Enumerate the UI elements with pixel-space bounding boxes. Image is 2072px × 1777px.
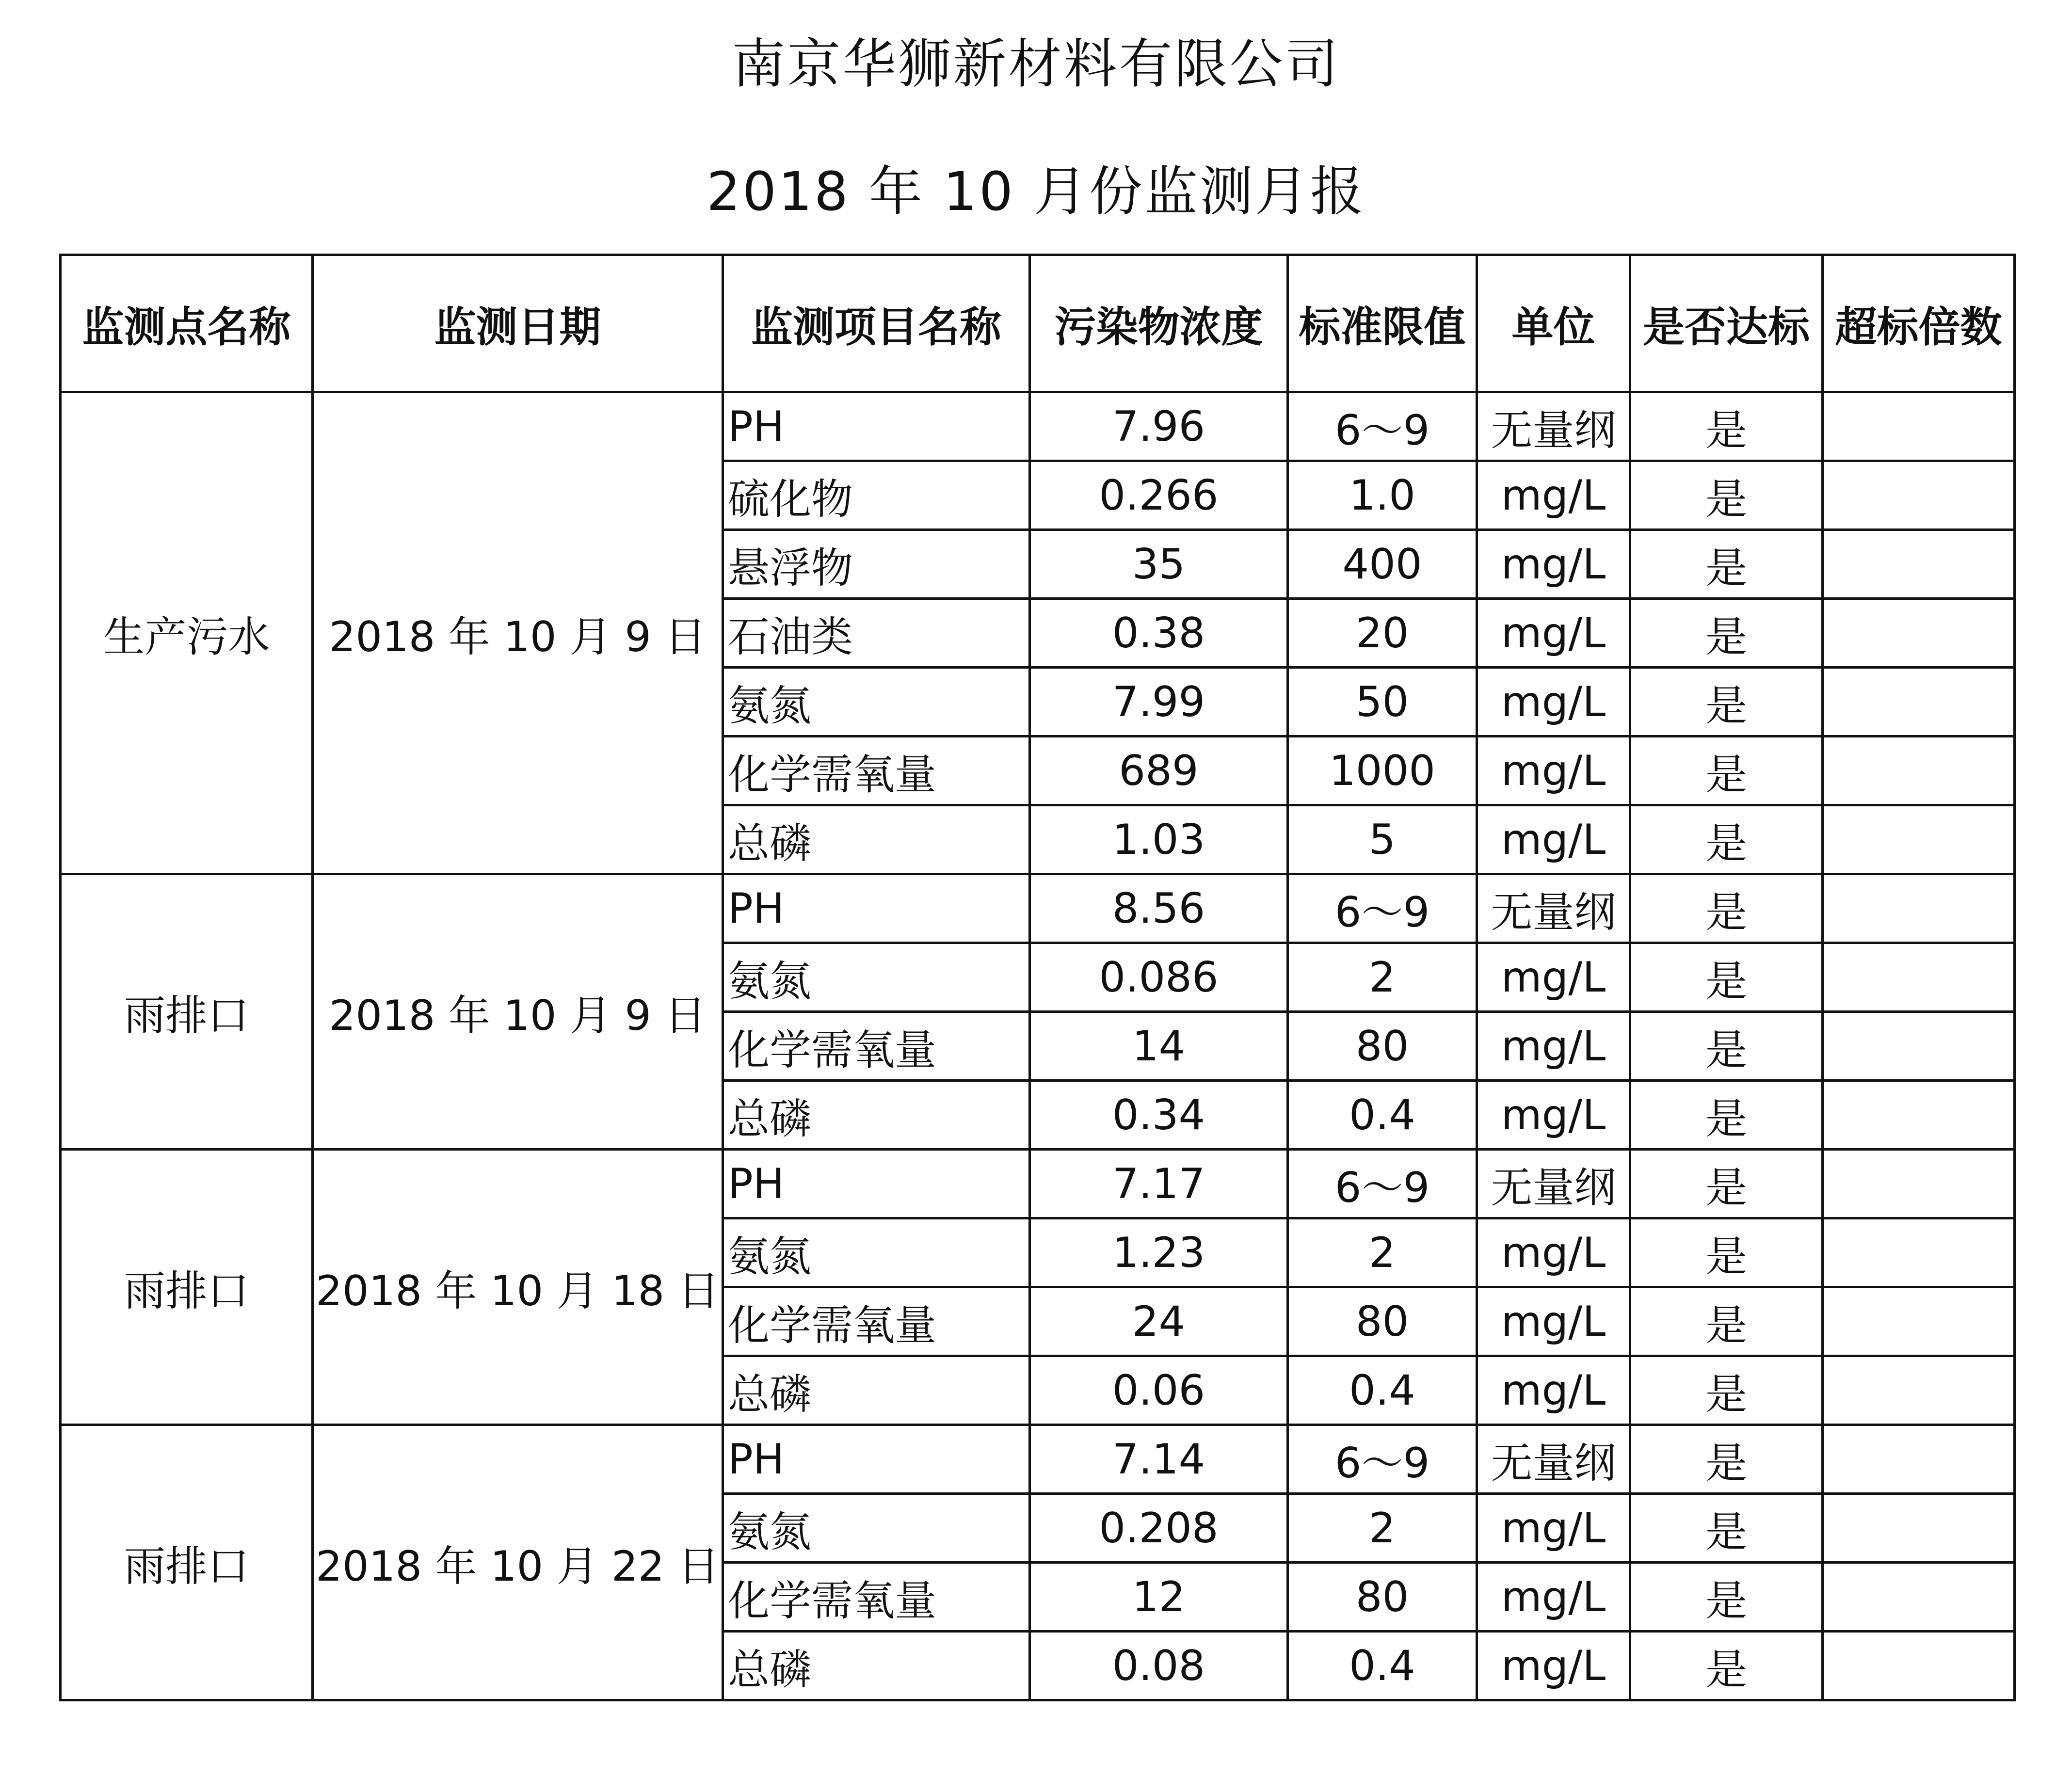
limit-cell: 5 bbox=[1288, 805, 1477, 874]
item-cell: 化学需氧量 bbox=[723, 736, 1030, 805]
site-name-cell: 雨排口 bbox=[61, 1425, 313, 1700]
item-cell: PH bbox=[723, 392, 1030, 461]
concentration-cell: 0.34 bbox=[1030, 1081, 1288, 1150]
exceed-cell bbox=[1823, 1150, 2015, 1218]
item-cell: 总磷 bbox=[723, 1632, 1030, 1700]
item-cell: 氨氮 bbox=[723, 943, 1030, 1012]
unit-cell: mg/L bbox=[1477, 1632, 1630, 1700]
unit-cell: mg/L bbox=[1477, 1494, 1630, 1563]
concentration-cell: 0.266 bbox=[1030, 461, 1288, 530]
limit-cell: 1000 bbox=[1288, 736, 1477, 805]
table-row bbox=[61, 874, 2015, 943]
compliant-cell: 是 bbox=[1630, 1632, 1823, 1700]
table-row bbox=[61, 1150, 2015, 1218]
compliant-cell: 是 bbox=[1630, 599, 1823, 668]
concentration-cell: 7.17 bbox=[1030, 1150, 1288, 1218]
exceed-cell bbox=[1823, 1494, 2015, 1563]
unit-cell: mg/L bbox=[1477, 668, 1630, 736]
date-cell: 2018 年 10 月 9 日 bbox=[313, 392, 723, 874]
date-cell: 2018 年 10 月 18 日 bbox=[313, 1150, 723, 1425]
item-cell: 氨氮 bbox=[723, 668, 1030, 736]
concentration-cell: 24 bbox=[1030, 1287, 1288, 1356]
header-item: 监测项目名称 bbox=[723, 255, 1030, 392]
compliant-cell: 是 bbox=[1630, 1563, 1823, 1632]
limit-cell: 80 bbox=[1288, 1563, 1477, 1632]
exceed-cell bbox=[1823, 874, 2015, 943]
concentration-cell: 7.96 bbox=[1030, 392, 1288, 461]
unit-cell: mg/L bbox=[1477, 1081, 1630, 1150]
compliant-cell: 是 bbox=[1630, 530, 1823, 599]
compliant-cell: 是 bbox=[1630, 943, 1823, 1012]
compliant-cell: 是 bbox=[1630, 736, 1823, 805]
unit-cell: mg/L bbox=[1477, 1287, 1630, 1356]
item-cell: 氨氮 bbox=[723, 1218, 1030, 1287]
item-cell: 总磷 bbox=[723, 1081, 1030, 1150]
item-cell: 总磷 bbox=[723, 1356, 1030, 1425]
item-cell: 化学需氧量 bbox=[723, 1287, 1030, 1356]
concentration-cell: 689 bbox=[1030, 736, 1288, 805]
limit-cell: 50 bbox=[1288, 668, 1477, 736]
limit-cell: 6～9 bbox=[1288, 392, 1477, 461]
unit-cell: mg/L bbox=[1477, 1356, 1630, 1425]
item-cell: 总磷 bbox=[723, 805, 1030, 874]
exceed-cell bbox=[1823, 392, 2015, 461]
limit-cell: 0.4 bbox=[1288, 1356, 1477, 1425]
header-row bbox=[61, 255, 2015, 392]
limit-cell: 2 bbox=[1288, 1218, 1477, 1287]
limit-cell: 1.0 bbox=[1288, 461, 1477, 530]
concentration-cell: 35 bbox=[1030, 530, 1288, 599]
company-title: 南京华狮新材料有限公司 bbox=[732, 33, 1340, 95]
compliant-cell: 是 bbox=[1630, 1012, 1823, 1081]
compliant-cell: 是 bbox=[1630, 1287, 1823, 1356]
unit-cell: mg/L bbox=[1477, 461, 1630, 530]
compliant-cell: 是 bbox=[1630, 1081, 1823, 1150]
concentration-cell: 12 bbox=[1030, 1563, 1288, 1632]
header-concentration: 污染物浓度 bbox=[1030, 255, 1288, 392]
exceed-cell bbox=[1823, 1356, 2015, 1425]
concentration-cell: 7.14 bbox=[1030, 1425, 1288, 1494]
table-row bbox=[61, 1425, 2015, 1494]
exceed-cell bbox=[1823, 943, 2015, 1012]
item-cell: 化学需氧量 bbox=[723, 1563, 1030, 1632]
monitoring-table bbox=[59, 254, 2016, 1701]
item-cell: 石油类 bbox=[723, 599, 1030, 668]
header-limit: 标准限值 bbox=[1288, 255, 1477, 392]
unit-cell: mg/L bbox=[1477, 530, 1630, 599]
date-cell: 2018 年 10 月 9 日 bbox=[313, 874, 723, 1150]
compliant-cell: 是 bbox=[1630, 1494, 1823, 1563]
exceed-cell bbox=[1823, 1012, 2015, 1081]
limit-cell: 6～9 bbox=[1288, 874, 1477, 943]
limit-cell: 80 bbox=[1288, 1012, 1477, 1081]
concentration-cell: 1.23 bbox=[1030, 1218, 1288, 1287]
exceed-cell bbox=[1823, 461, 2015, 530]
exceed-cell bbox=[1823, 1218, 2015, 1287]
exceed-cell bbox=[1823, 1632, 2015, 1700]
limit-cell: 400 bbox=[1288, 530, 1477, 599]
compliant-cell: 是 bbox=[1630, 668, 1823, 736]
exceed-cell bbox=[1823, 668, 2015, 736]
item-cell: 氨氮 bbox=[723, 1494, 1030, 1563]
report-title: 2018 年 10 月份监测月报 bbox=[707, 160, 1365, 223]
exceed-cell bbox=[1823, 805, 2015, 874]
unit-cell: mg/L bbox=[1477, 943, 1630, 1012]
limit-cell: 0.4 bbox=[1288, 1081, 1477, 1150]
unit-cell: 无量纲 bbox=[1477, 1425, 1630, 1494]
compliant-cell: 是 bbox=[1630, 805, 1823, 874]
compliant-cell: 是 bbox=[1630, 1356, 1823, 1425]
site-name-cell: 雨排口 bbox=[61, 874, 313, 1150]
limit-cell: 0.4 bbox=[1288, 1632, 1477, 1700]
limit-cell: 6～9 bbox=[1288, 1150, 1477, 1218]
concentration-cell: 0.08 bbox=[1030, 1632, 1288, 1700]
unit-cell: mg/L bbox=[1477, 599, 1630, 668]
exceed-cell bbox=[1823, 530, 2015, 599]
compliant-cell: 是 bbox=[1630, 1425, 1823, 1494]
exceed-cell bbox=[1823, 1081, 2015, 1150]
site-name-cell: 生产污水 bbox=[61, 392, 313, 874]
site-name-cell: 雨排口 bbox=[61, 1150, 313, 1425]
header-site: 监测点名称 bbox=[61, 255, 313, 392]
unit-cell: mg/L bbox=[1477, 1218, 1630, 1287]
unit-cell: mg/L bbox=[1477, 1563, 1630, 1632]
concentration-cell: 0.086 bbox=[1030, 943, 1288, 1012]
header-compliant: 是否达标 bbox=[1630, 255, 1823, 392]
concentration-cell: 1.03 bbox=[1030, 805, 1288, 874]
item-cell: PH bbox=[723, 874, 1030, 943]
header-date: 监测日期 bbox=[313, 255, 723, 392]
limit-cell: 2 bbox=[1288, 943, 1477, 1012]
concentration-cell: 0.06 bbox=[1030, 1356, 1288, 1425]
compliant-cell: 是 bbox=[1630, 874, 1823, 943]
compliant-cell: 是 bbox=[1630, 1218, 1823, 1287]
date-cell: 2018 年 10 月 22 日 bbox=[313, 1425, 723, 1700]
item-cell: 硫化物 bbox=[723, 461, 1030, 530]
concentration-cell: 0.38 bbox=[1030, 599, 1288, 668]
compliant-cell: 是 bbox=[1630, 1150, 1823, 1218]
item-cell: PH bbox=[723, 1425, 1030, 1494]
unit-cell: mg/L bbox=[1477, 736, 1630, 805]
header-unit: 单位 bbox=[1477, 255, 1630, 392]
limit-cell: 20 bbox=[1288, 599, 1477, 668]
unit-cell: 无量纲 bbox=[1477, 392, 1630, 461]
limit-cell: 80 bbox=[1288, 1287, 1477, 1356]
concentration-cell: 0.208 bbox=[1030, 1494, 1288, 1563]
limit-cell: 2 bbox=[1288, 1494, 1477, 1563]
item-cell: PH bbox=[723, 1150, 1030, 1218]
unit-cell: 无量纲 bbox=[1477, 874, 1630, 943]
unit-cell: mg/L bbox=[1477, 805, 1630, 874]
unit-cell: mg/L bbox=[1477, 1012, 1630, 1081]
header-exceed: 超标倍数 bbox=[1823, 255, 2015, 392]
concentration-cell: 7.99 bbox=[1030, 668, 1288, 736]
limit-cell: 6～9 bbox=[1288, 1425, 1477, 1494]
item-cell: 化学需氧量 bbox=[723, 1012, 1030, 1081]
exceed-cell bbox=[1823, 1287, 2015, 1356]
compliant-cell: 是 bbox=[1630, 392, 1823, 461]
concentration-cell: 14 bbox=[1030, 1012, 1288, 1081]
table-row bbox=[61, 392, 2015, 461]
exceed-cell bbox=[1823, 599, 2015, 668]
exceed-cell bbox=[1823, 1425, 2015, 1494]
exceed-cell bbox=[1823, 736, 2015, 805]
compliant-cell: 是 bbox=[1630, 461, 1823, 530]
exceed-cell bbox=[1823, 1563, 2015, 1632]
item-cell: 悬浮物 bbox=[723, 530, 1030, 599]
unit-cell: 无量纲 bbox=[1477, 1150, 1630, 1218]
concentration-cell: 8.56 bbox=[1030, 874, 1288, 943]
